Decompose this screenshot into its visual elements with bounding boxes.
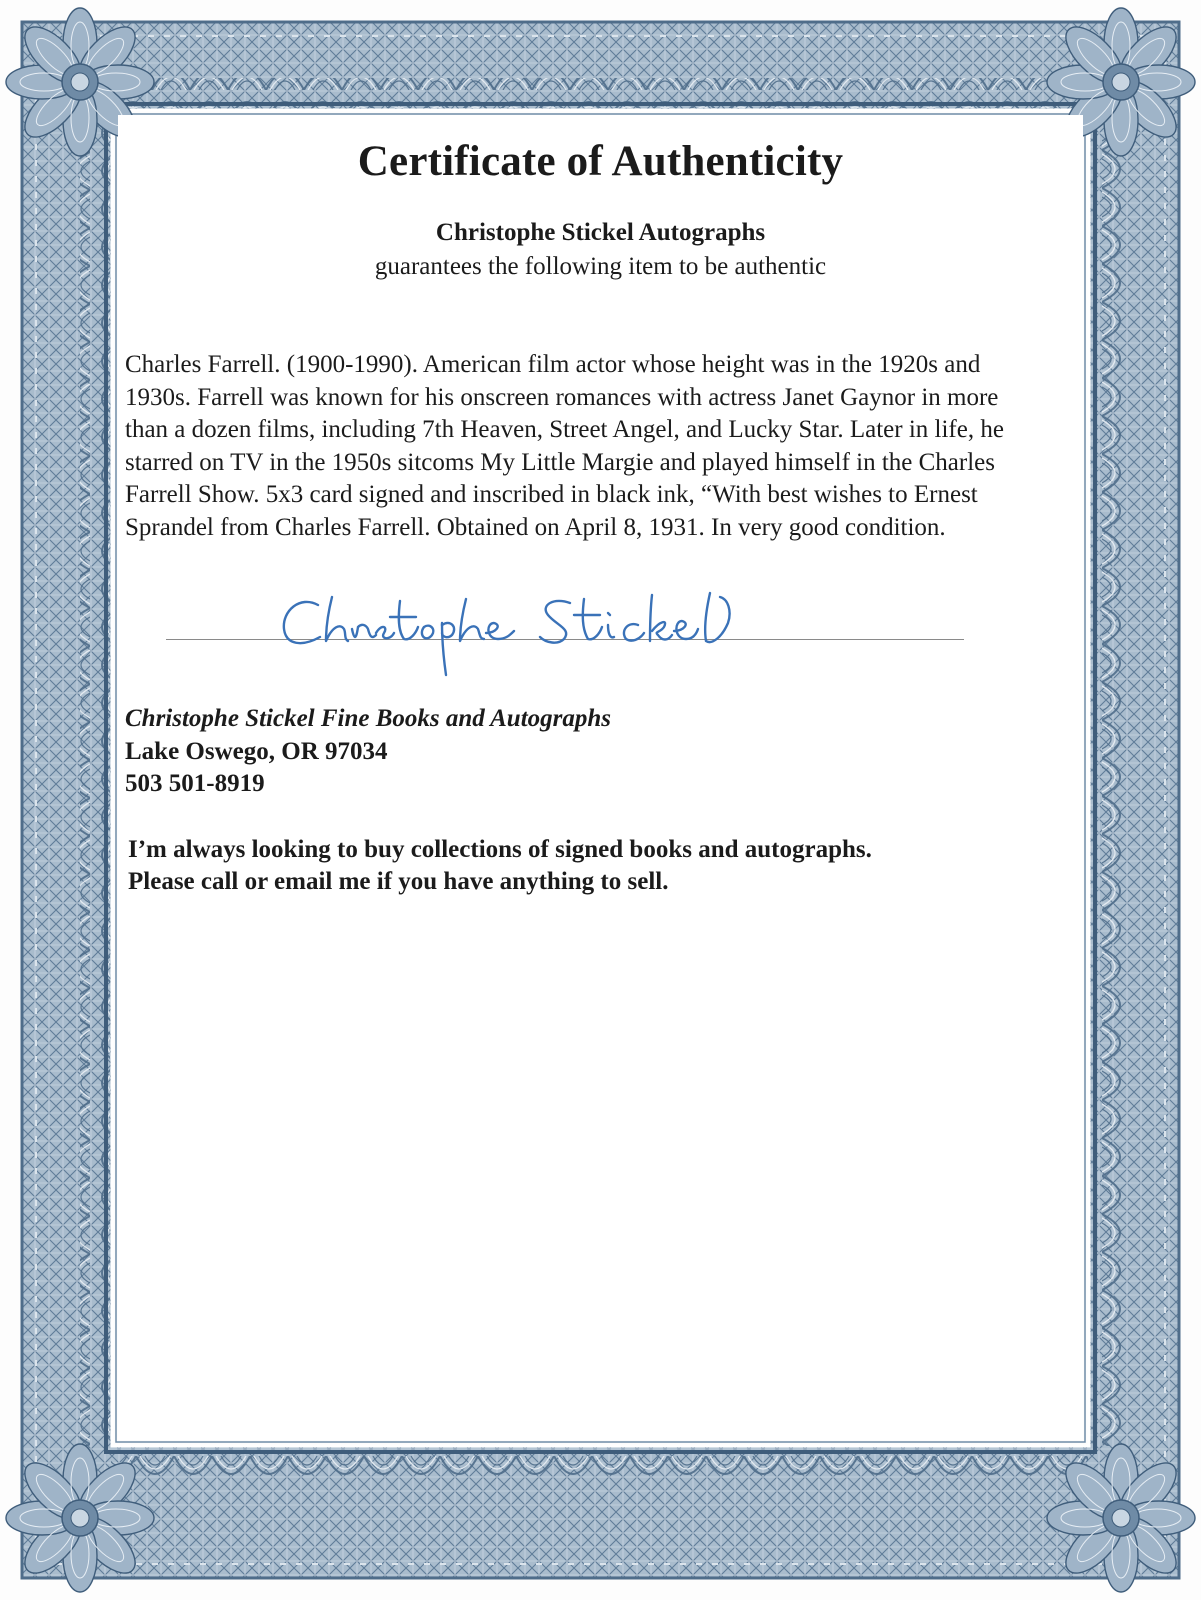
handwritten-signature [270, 583, 770, 683]
company-name: Christophe Stickel Autographs [435, 219, 766, 246]
buying-notice-line-1: I’m always looking to buy collections of signed books and autographs. [128, 836, 872, 863]
buying-notice-line-2: Please call or email me if you have anything to sell. [128, 868, 669, 895]
dealer-address: Lake Oswego, OR 97034 [125, 738, 388, 765]
dealer-phone: 503 501-8919 [125, 770, 265, 797]
dealer-name: Christophe Stickel Fine Books and Autographs [125, 705, 611, 732]
guarantee-statement: guarantees the following item to be authentic [374, 253, 827, 280]
buying-notice [128, 834, 1028, 898]
item-description: Charles Farrell. (1900-1990). American film actor whose height was in the 1920s and 1930s. Farrell was known for his onscreen romances with actress Janet Gaynor in more than a dozen films, including 7th Heaven, Street Angel, and Lucky Star. Later in life, he starred on TV in the 1950s sitcoms My Little Margie and played himself in the Charles Farrell Show. 5x3 card signed and inscribed in black ink, “With best wishes to Ernest Sprandel from Charles Farrell. Obtained on April 8, 1931. In very good condition. [125, 351, 1004, 541]
certificate-title: Certificate of Authenticity [357, 138, 844, 185]
